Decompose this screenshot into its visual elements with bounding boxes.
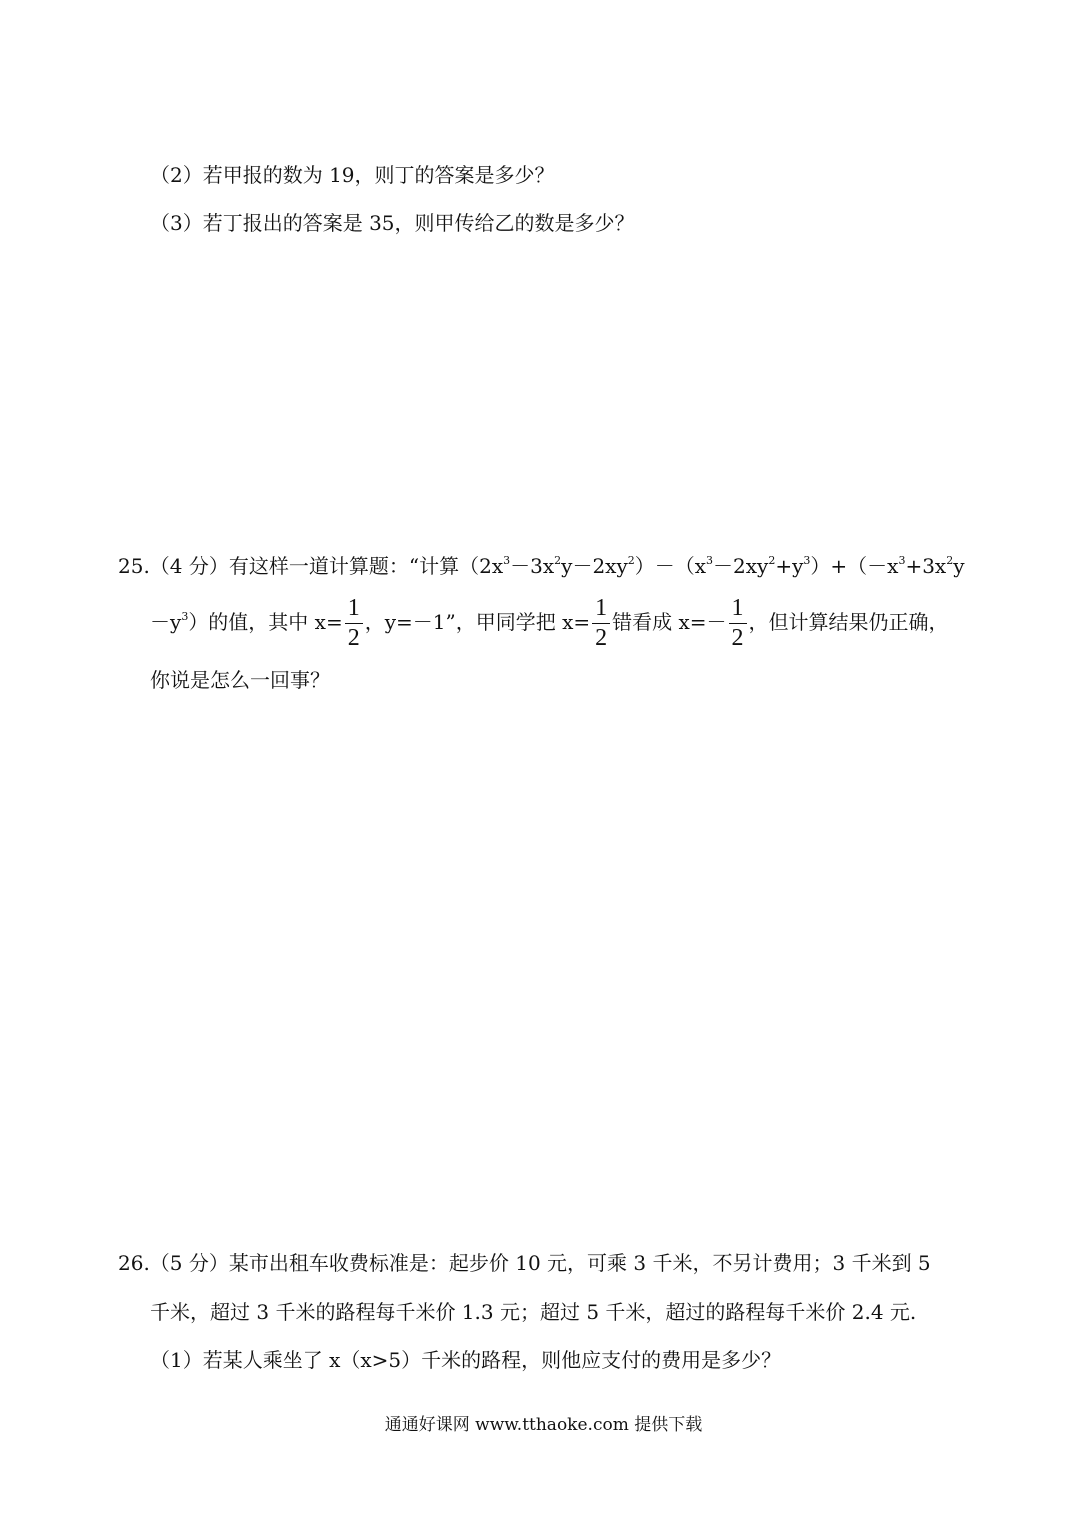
fraction-one-half: $\frac{1}{2}$ (592, 596, 610, 651)
fraction-one-half: $\frac{1}{2}$ (729, 596, 747, 651)
q26-line2: 千米，超过 3 千米的路程每千米价 1.3 元；超过 5 千米，超过的路程每千米价 2.4 元. (150, 1300, 917, 1324)
q25-line3: 你说是怎么一回事？ (150, 668, 330, 692)
q24-part2: （2）若甲报的数为 19，则丁的答案是多少？ (150, 163, 555, 187)
q26-part1: （1）若某人乘坐了 x（x>5）千米的路程，则他应支付的费用是多少？ (150, 1348, 782, 1372)
fraction-one-half: $\frac{1}{2}$ (345, 596, 363, 651)
page-footer: 通通好课网 www.tthaoke.com 提供下载 (384, 1415, 703, 1435)
q26-line1: 26.（5 分）某市出租车收费标准是：起步价 10 元，可乘 3 千米，不另计费用；3 千米到 5 (118, 1251, 931, 1275)
q24-part3: （3）若丁报出的答案是 35，则甲传给乙的数是多少？ (150, 211, 635, 235)
q25-line2: $-y^3$）的值，其中 x= $\frac{1}{2}$ ，y=－1”，甲同学把 x= $\frac{1}{2}$ 错看成 x=－ $\frac{1}{2}$ ，但计算结果仍正确， (150, 595, 949, 652)
q25-line1: 25.（4 分）有这样一道计算题：“计算$(2x^3-3x^2y-2xy^2)-(x^3-2xy^2+y^3)+(-x^3+3x^2y$ (118, 554, 965, 578)
